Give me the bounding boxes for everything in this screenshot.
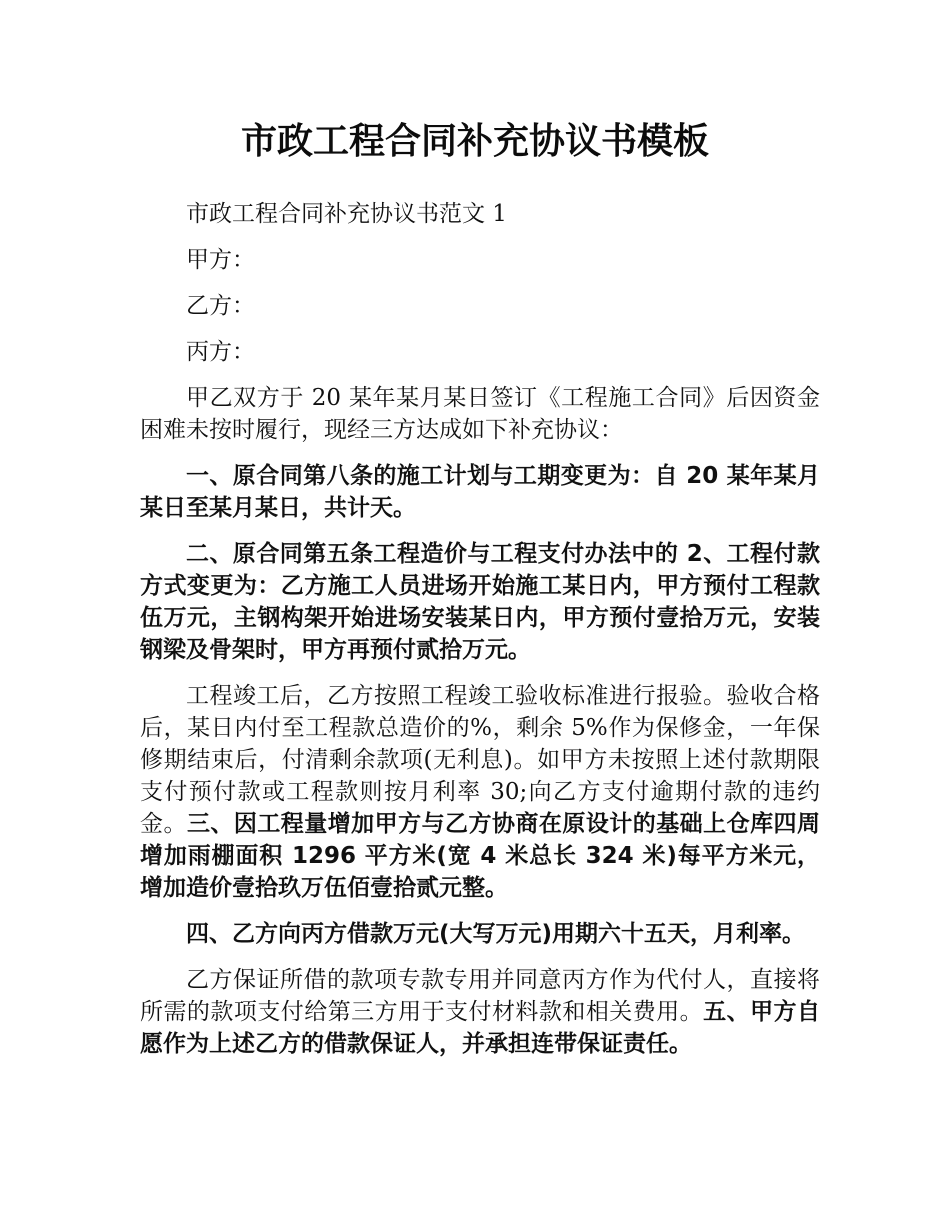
completion-payment-text: 工程竣工后，乙方按照工程竣工验收标准进行报验。验收合格后，某日内付至工程款总造价的%，剩余 5%作为保修金，一年保修期结束后，付清剩余款项(无利息)。如甲方未按照上述付款期限支付预付款或工程款则按月利率 30;向乙方支付逾期付款的违约金。 [140, 683, 820, 837]
document-title: 市政工程合同补充协议书模板 [240, 121, 709, 162]
subtitle-paragraph: 市政工程合同补充协议书范文 1 [186, 201, 507, 227]
guarantee-text: 乙方保证所借的款项专款专用并同意丙方作为代付人，直接将所需的款项支付给第三方用于支付材料款和相关费用。 [140, 967, 820, 1025]
document-body [140, 198, 820, 1074]
party-c-line: 丙方： [186, 339, 255, 365]
clause-4-paragraph: 四、乙方向丙方借款万元(大写万元)用期六十五天，月利率。 [186, 921, 806, 947]
clause-3-text: 三、因工程量增加甲方与乙方协商在原设计的基础上仓库四周增加雨棚面积 1296 平方米(宽 4 米总长 324 米)每平方米元，增加造价壹拾玖万伍佰壹拾贰元整。 [140, 811, 821, 901]
guarantee-and-clause-5-paragraph [140, 964, 820, 1060]
clause-1-paragraph: 一、原合同第八条的施工计划与工期变更为：自 20 某年某月某日至某月某日，共计天。 [140, 463, 820, 521]
clause-2-paragraph: 二、原合同第五条工程造价与工程支付办法中的 2、工程付款方式变更为：乙方施工人员进场开始施工某日内，甲方预付工程款伍万元，主钢构架开始进场安装某日内，甲方预付壹拾万元，安装钢梁及骨架时，甲方再预付贰拾万元。 [140, 541, 820, 663]
intro-paragraph: 甲乙双方于 20 某年某月某日签订《工程施工合同》后因资金困难未按时履行，现经三方达成如下补充协议： [140, 385, 820, 443]
completion-and-clause-3-paragraph [140, 680, 820, 904]
clause-5-text: 五、甲方自愿作为上述乙方的借款保证人，并承担连带保证责任。 [140, 999, 821, 1057]
party-a-line: 甲方： [186, 247, 255, 273]
party-b-line: 乙方： [186, 293, 255, 319]
